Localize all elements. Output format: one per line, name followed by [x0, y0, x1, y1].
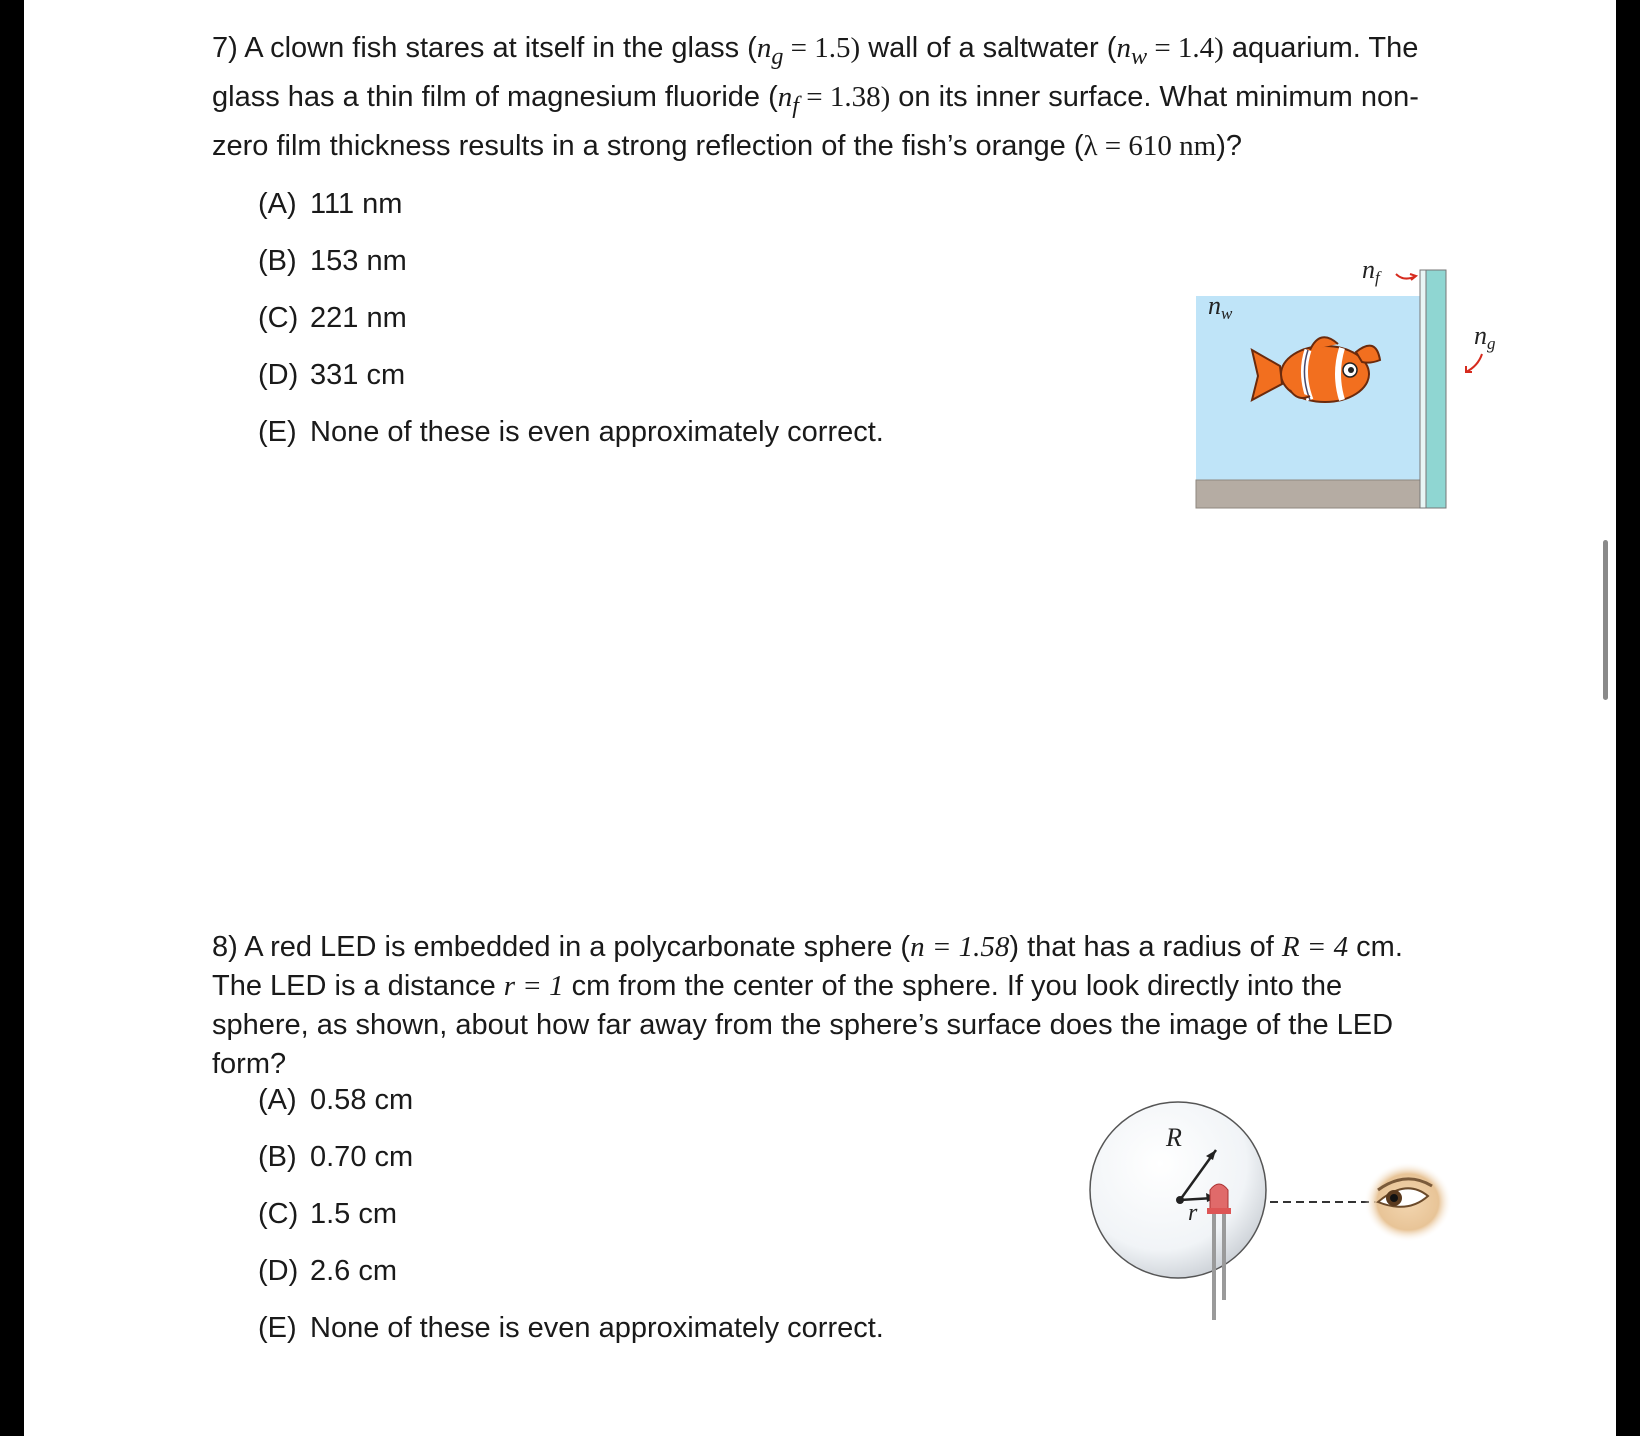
film-layer: [1420, 270, 1426, 508]
scrollbar[interactable]: [1603, 540, 1608, 700]
answer-option: (A) 111 nm: [258, 188, 403, 220]
answer-option: (A) 0.58 cm: [258, 1084, 414, 1116]
aquarium-diagram: [1170, 250, 1500, 520]
eye-icon: [1364, 1162, 1452, 1242]
answer-option: (B) 153 nm: [258, 245, 407, 277]
question-number: 8): [212, 931, 238, 963]
label-nw: nw: [1208, 291, 1233, 323]
label-ng: ng: [1474, 321, 1496, 353]
answer-option: (D) 331 cm: [258, 359, 406, 391]
answer-option: (B) 0.70 cm: [258, 1141, 414, 1173]
question-8-text: 8) A red LED is embedded in a polycarbonate sphere (n = 1.58) that has a radius of R = 4 cm. The LED is a distance r = 1 cm from the center of the sphere. If you look directly into the sphere, as shown, about how far away from the sphere’s surface does the image of the LED form?: [212, 931, 1403, 1080]
answer-option: (E) None of these is even approximately correct.: [258, 1312, 884, 1344]
answer-option: (C) 221 nm: [258, 302, 407, 334]
question-8-options: [258, 1072, 884, 1357]
answer-option: (D) 2.6 cm: [258, 1255, 398, 1287]
question-7-text: 7) A clown fish stares at itself in the glass $(n_g = 1.5)$ wall of a saltwater $(n_w = 1.4)$ aquarium. The glass has a thin film of magnesium fluoride $(n_f = 1.38)$ on its inner surface. What minimum non-zero film thickness results in a strong reflection of the fish’s orange (λ = 610 nm)?: [212, 32, 1419, 162]
question-number: 7): [212, 32, 238, 64]
question-7-options: [258, 176, 884, 461]
gravel-bottom: [1196, 480, 1432, 508]
answer-option: (E) None of these is even approximately correct.: [258, 416, 884, 448]
document-page: [24, 0, 1616, 1436]
answer-option: (C) 1.5 cm: [258, 1198, 398, 1230]
sphere-center: [1176, 1196, 1184, 1204]
glass-wall: [1426, 270, 1446, 508]
ng-arrow: [1466, 354, 1482, 372]
label-nf: nf: [1362, 255, 1380, 287]
label-r: r: [1188, 1200, 1198, 1226]
label-R: R: [1166, 1123, 1182, 1152]
sphere-diagram: [1088, 1090, 1468, 1320]
